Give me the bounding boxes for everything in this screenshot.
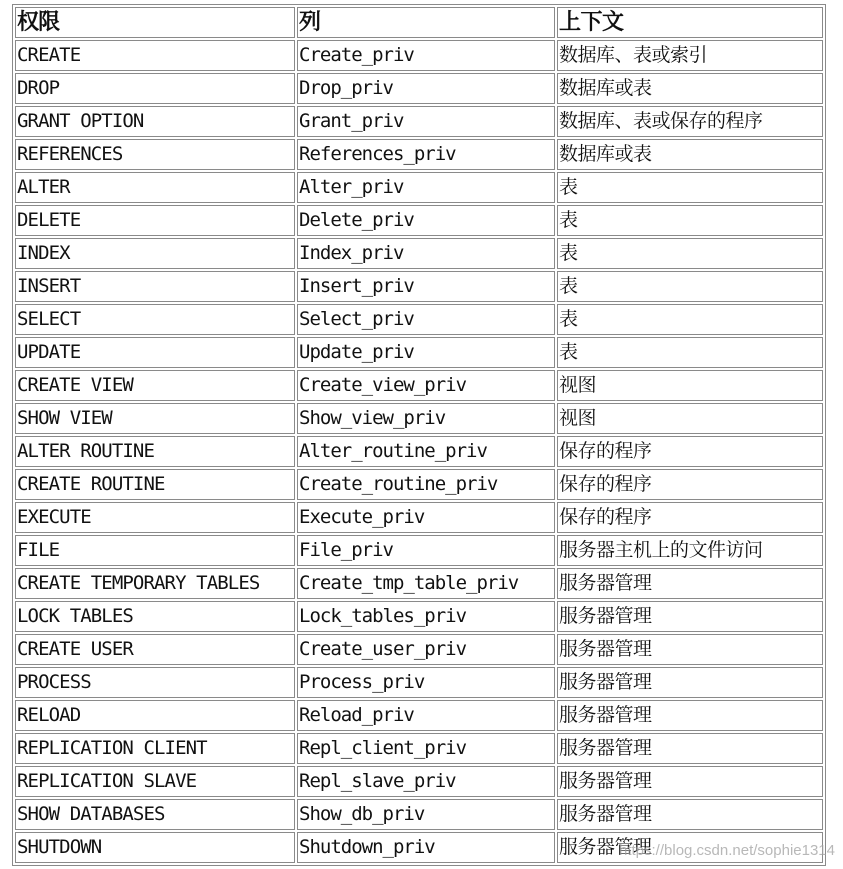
context-cell: 服务器管理 <box>557 568 823 599</box>
column-cell: Drop_priv <box>297 73 555 104</box>
table-row <box>15 799 823 830</box>
column-cell: Show_view_priv <box>297 403 555 434</box>
context-cell: 数据库或表 <box>557 139 823 170</box>
column-cell: Shutdown_priv <box>297 832 555 863</box>
column-cell: Reload_priv <box>297 700 555 731</box>
column-cell: Select_priv <box>297 304 555 335</box>
context-cell: 保存的程序 <box>557 436 823 467</box>
table-row <box>15 667 823 698</box>
table-row <box>15 403 823 434</box>
table-row <box>15 568 823 599</box>
table-row <box>15 634 823 665</box>
privilege-cell: CREATE ROUTINE <box>15 469 295 500</box>
table-row <box>15 40 823 71</box>
table-row <box>15 766 823 797</box>
column-cell: Alter_routine_priv <box>297 436 555 467</box>
column-cell: Delete_priv <box>297 205 555 236</box>
column-cell: Lock_tables_priv <box>297 601 555 632</box>
privilege-cell: CREATE <box>15 40 295 71</box>
privilege-cell: SHOW DATABASES <box>15 799 295 830</box>
table-header-row <box>15 7 823 38</box>
privileges-table <box>12 4 826 866</box>
privilege-cell: REPLICATION CLIENT <box>15 733 295 764</box>
column-cell: Insert_priv <box>297 271 555 302</box>
table-row <box>15 436 823 467</box>
context-cell: 表 <box>557 205 823 236</box>
column-cell: Update_priv <box>297 337 555 368</box>
context-cell: 保存的程序 <box>557 469 823 500</box>
privilege-cell: ALTER ROUTINE <box>15 436 295 467</box>
context-cell: 视图 <box>557 403 823 434</box>
context-cell: 数据库、表或保存的程序 <box>557 106 823 137</box>
context-cell: 表 <box>557 304 823 335</box>
privilege-cell: FILE <box>15 535 295 566</box>
column-cell: References_priv <box>297 139 555 170</box>
column-cell: Grant_priv <box>297 106 555 137</box>
column-cell: Create_tmp_table_priv <box>297 568 555 599</box>
privilege-cell: PROCESS <box>15 667 295 698</box>
privilege-cell: CREATE VIEW <box>15 370 295 401</box>
table-row <box>15 139 823 170</box>
context-cell: 数据库或表 <box>557 73 823 104</box>
context-cell: 服务器管理 <box>557 634 823 665</box>
privilege-cell: EXECUTE <box>15 502 295 533</box>
context-cell: 表 <box>557 238 823 269</box>
context-cell: 表 <box>557 271 823 302</box>
privilege-cell: SELECT <box>15 304 295 335</box>
table-row <box>15 502 823 533</box>
table-row <box>15 271 823 302</box>
column-cell: Repl_slave_priv <box>297 766 555 797</box>
privilege-cell: INSERT <box>15 271 295 302</box>
column-cell: Create_view_priv <box>297 370 555 401</box>
context-cell: 保存的程序 <box>557 502 823 533</box>
table-row <box>15 304 823 335</box>
privilege-cell: REPLICATION SLAVE <box>15 766 295 797</box>
header-context: 上下文 <box>557 7 823 38</box>
table-row <box>15 172 823 203</box>
privilege-cell: SHOW VIEW <box>15 403 295 434</box>
column-cell: Create_user_priv <box>297 634 555 665</box>
context-cell: 表 <box>557 337 823 368</box>
table-row <box>15 73 823 104</box>
context-cell: 服务器管理 <box>557 667 823 698</box>
context-cell: 服务器管理 <box>557 766 823 797</box>
table-row <box>15 535 823 566</box>
table-row <box>15 337 823 368</box>
context-cell: 视图 <box>557 370 823 401</box>
privilege-cell: LOCK TABLES <box>15 601 295 632</box>
table-row <box>15 733 823 764</box>
privilege-cell: DROP <box>15 73 295 104</box>
column-cell: Index_priv <box>297 238 555 269</box>
context-cell: 服务器管理 <box>557 832 823 863</box>
table-row <box>15 832 823 863</box>
column-cell: Create_priv <box>297 40 555 71</box>
privilege-cell: SHUTDOWN <box>15 832 295 863</box>
column-cell: Execute_priv <box>297 502 555 533</box>
privilege-cell: REFERENCES <box>15 139 295 170</box>
context-cell: 服务器主机上的文件访问 <box>557 535 823 566</box>
privilege-cell: ALTER <box>15 172 295 203</box>
header-privilege: 权限 <box>15 7 295 38</box>
header-column: 列 <box>297 7 555 38</box>
privilege-cell: RELOAD <box>15 700 295 731</box>
column-cell: Process_priv <box>297 667 555 698</box>
column-cell: File_priv <box>297 535 555 566</box>
context-cell: 服务器管理 <box>557 799 823 830</box>
column-cell: Create_routine_priv <box>297 469 555 500</box>
table-body <box>15 40 823 863</box>
table-row <box>15 238 823 269</box>
privilege-cell: GRANT OPTION <box>15 106 295 137</box>
context-cell: 服务器管理 <box>557 700 823 731</box>
table-row <box>15 370 823 401</box>
context-cell: 服务器管理 <box>557 733 823 764</box>
privilege-cell: INDEX <box>15 238 295 269</box>
context-cell: 表 <box>557 172 823 203</box>
table-row <box>15 700 823 731</box>
watermark: https://blog.csdn.net/sophie1314 <box>619 842 835 859</box>
context-cell: 数据库、表或索引 <box>557 40 823 71</box>
column-cell: Repl_client_priv <box>297 733 555 764</box>
privilege-cell: DELETE <box>15 205 295 236</box>
table-row <box>15 469 823 500</box>
table-row <box>15 205 823 236</box>
privilege-cell: UPDATE <box>15 337 295 368</box>
table-row <box>15 601 823 632</box>
table-row <box>15 106 823 137</box>
column-cell: Show_db_priv <box>297 799 555 830</box>
privilege-cell: CREATE TEMPORARY TABLES <box>15 568 295 599</box>
privilege-cell: CREATE USER <box>15 634 295 665</box>
context-cell: 服务器管理 <box>557 601 823 632</box>
column-cell: Alter_priv <box>297 172 555 203</box>
